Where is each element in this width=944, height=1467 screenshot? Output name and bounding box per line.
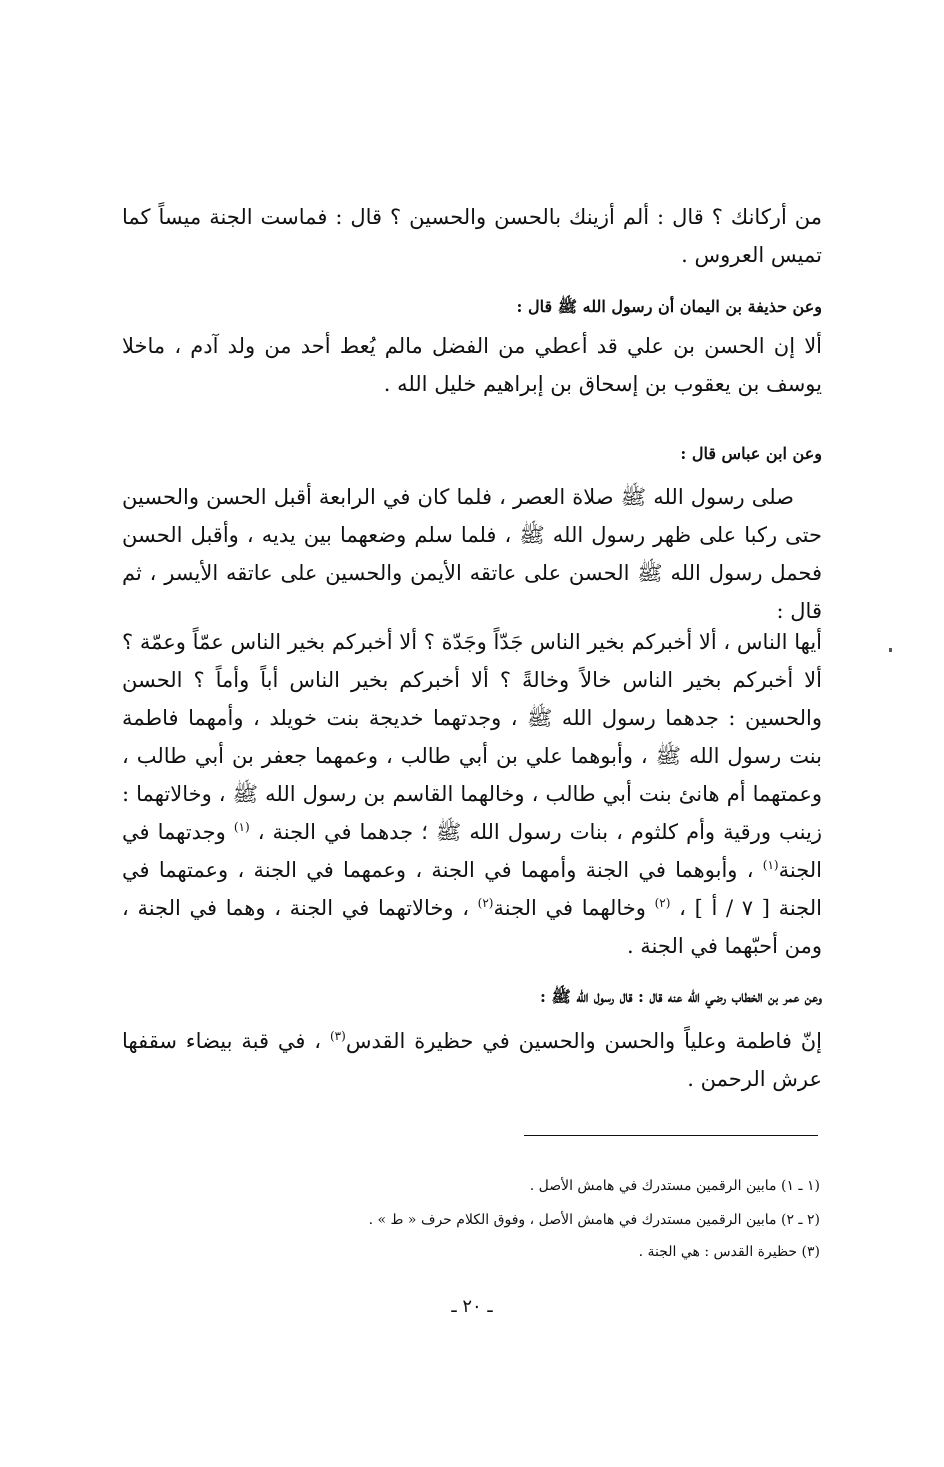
scan-speck bbox=[889, 648, 892, 652]
paragraph-4-part-e: ، وخالاتهما في الجنة ، وهما في الجنة ، ومن أحبّهما في الجنة . bbox=[122, 896, 822, 958]
paragraph-5-part-a: إنّ فاطمة وعلياً والحسن والحسين في حظيرة القدس bbox=[345, 1029, 823, 1053]
paragraph-4-part-d: وخالهما في الجنة bbox=[493, 896, 655, 920]
paragraph-2-intro bbox=[122, 295, 822, 319]
paragraph-3 bbox=[122, 478, 822, 630]
footnote-marker-2-end: (٢) bbox=[477, 896, 494, 910]
paragraph-5-intro bbox=[122, 985, 822, 1009]
footnote-2: (٢ ـ ٢) مابين الرقمين مستدرك في هامش الأصل ، وفوق الكلام حرف « ط » . bbox=[368, 1212, 820, 1228]
paragraph-5 bbox=[122, 1022, 822, 1098]
footnote-1: (١ ـ ١) مابين الرقمين مستدرك في هامش الأصل . bbox=[529, 1178, 820, 1194]
paragraph-2-text: ألا إن الحسن بن علي قد أعطي من الفضل مالم يُعط أحد من ولد آدم ، ماخلا يوسف بن يعقوب بن إسحاق بن إبراهيم خليل الله . bbox=[122, 334, 822, 396]
paragraph-3-intro bbox=[122, 442, 822, 466]
paragraph-2 bbox=[122, 327, 822, 403]
paragraph-5-part-b: ، في قبة بيضاء سقفها عرش الرحمن . bbox=[122, 1029, 822, 1091]
footnote-separator bbox=[524, 1135, 818, 1136]
footnote-marker-1-start: (١) bbox=[233, 820, 250, 834]
paragraph-1-text: من أركانك ؟ قال : ألم أزينك بالحسن والحسين ؟ قال : فماست الجنة ميساً كما تميس العروس . bbox=[122, 205, 822, 267]
paragraph-4 bbox=[122, 623, 822, 965]
paragraph-4-part-b: وجدتهما في الجنة bbox=[122, 820, 822, 882]
paragraph-5-text bbox=[122, 1022, 822, 1098]
hadith-intro-ibn-abbas: وعن ابن عباس قال : bbox=[680, 444, 822, 463]
paragraph-4-part-c: ، وأبوهما في الجنة وأمهما في الجنة ، وعمهما في الجنة ، وعمتهما في الجنة [ ٧ / أ ] ، bbox=[122, 858, 822, 920]
footnote-marker-3: (٣) bbox=[329, 1029, 346, 1043]
footnote-3: (٣) حظيرة القدس : هي الجنة . bbox=[638, 1244, 820, 1260]
footnote-marker-2-start: (٢) bbox=[654, 896, 671, 910]
paragraph-1 bbox=[122, 198, 822, 274]
footnote-marker-1-end: (١) bbox=[762, 858, 779, 872]
page-number: ـ ٢٠ ـ bbox=[451, 1296, 493, 1317]
paragraph-4-text bbox=[122, 623, 822, 965]
hadith-intro-umar: وعن عمر بن الخطاب رضي الله عنه قال : قال رسول الله ﷺ : bbox=[540, 987, 822, 1006]
hadith-intro-hudhayfa: وعن حذيفة بن اليمان أن رسول الله ﷺ قال : bbox=[516, 297, 822, 316]
paragraph-3-text: صلى رسول الله ﷺ صلاة العصر ، فلما كان في الرابعة أقبل الحسن والحسين حتى ركبا على ظهر رسول الله ﷺ ، فلما سلم وضعهما بين يديه ، وأقبل الحسن فحمل رسول الله ﷺ الحسن على عاتقه الأيمن والحسين على عاتقه الأيسر ، ثم قال : bbox=[122, 485, 822, 623]
paragraph-4-part-a: أيها الناس ، ألا أخبركم بخير الناس جَدّاً وجَدّة ؟ ألا أخبركم بخير الناس عمّاً وعمّة ؟ ألا أخبركم بخير الناس خالاً وخالةً ؟ ألا أخبركم بخير الناس أباً وأماً ؟ الحسن والحسين : جدهما رسول الله ﷺ ، وجدتهما خديجة بنت خويلد ، وأمهما فاطمة بنت رسول الله ﷺ ، وأبوهما علي بن أبي طالب ، وعمهما جعفر بن أبي طالب ، وعمتهما أم هانئ بنت أبي طالب ، وخالهما القاسم بن رسول الله ﷺ ، وخالاتهما : زينب ورقية وأم كلثوم ، بنات رسول الله ﷺ ؛ جدهما في الجنة ، bbox=[122, 630, 822, 844]
